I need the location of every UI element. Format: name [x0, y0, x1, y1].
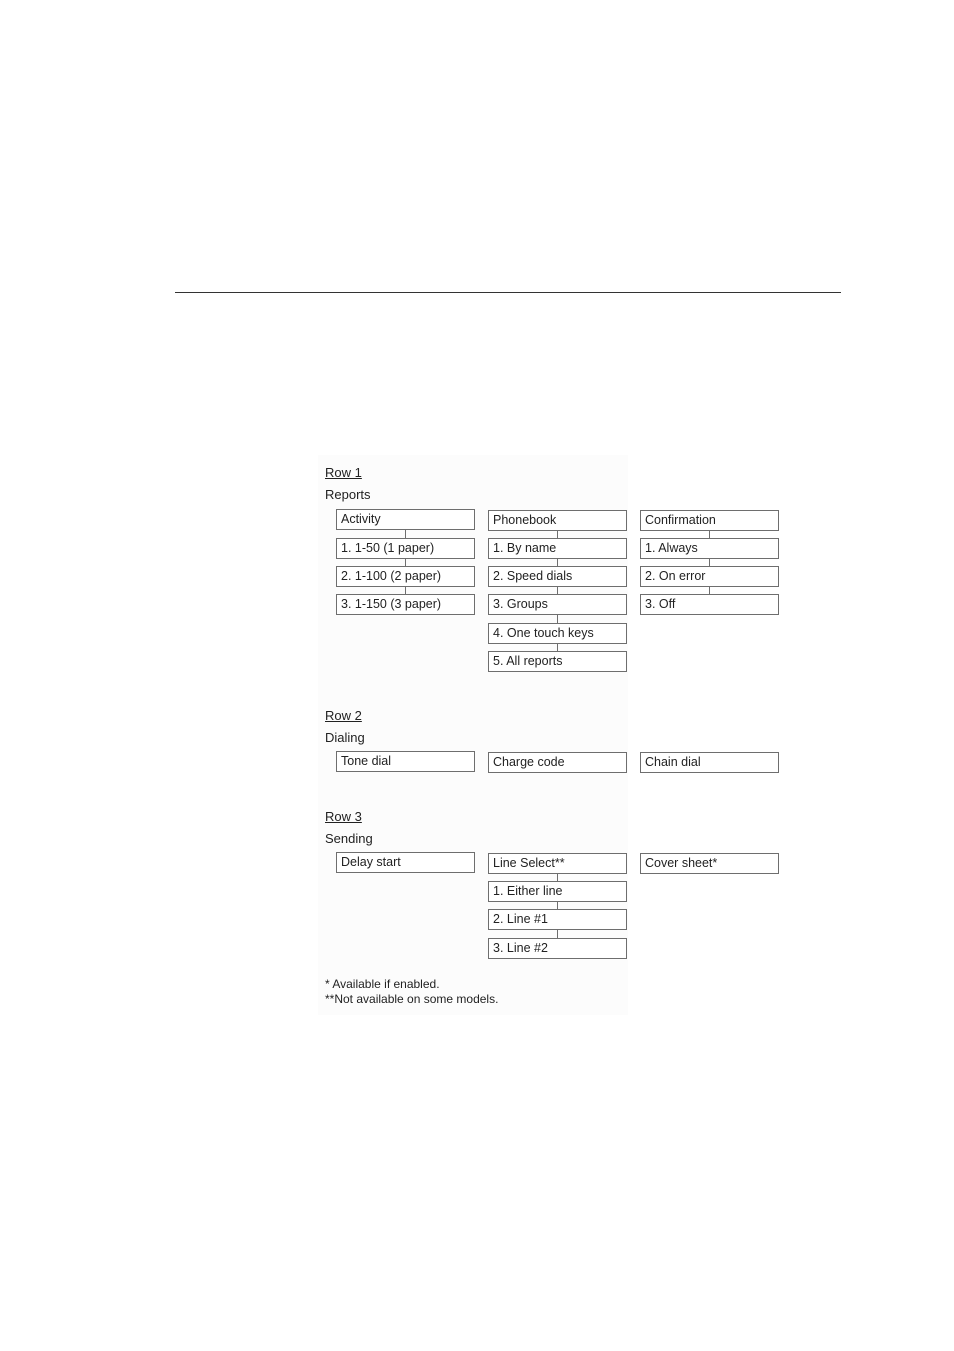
menu-item-phonebook-3: 3. Groups — [488, 594, 627, 615]
row-3-heading: Row 3 — [325, 809, 362, 824]
menu-item-line-select-1: 1. Either line — [488, 881, 627, 902]
menu-item-phonebook-1: 1. By name — [488, 538, 627, 559]
menu-item-activity-3: 3. 1-150 (3 paper) — [336, 594, 475, 615]
footnote-models: **Not available on some models. — [325, 992, 499, 1006]
menu-item-activity-2: 2. 1-100 (2 paper) — [336, 566, 475, 587]
menu-item-line-select: Line Select** — [488, 853, 627, 874]
menu-item-confirmation-2: 2. On error — [640, 566, 779, 587]
menu-item-delay-start: Delay start — [336, 852, 475, 873]
footnote-enabled: * Available if enabled. — [325, 977, 440, 991]
menu-item-tone-dial: Tone dial — [336, 751, 475, 772]
header-rule — [175, 292, 841, 293]
menu-item-confirmation-1: 1. Always — [640, 538, 779, 559]
menu-item-phonebook-4: 4. One touch keys — [488, 623, 627, 644]
menu-item-phonebook-2: 2. Speed dials — [488, 566, 627, 587]
menu-item-confirmation: Confirmation — [640, 510, 779, 531]
menu-item-phonebook: Phonebook — [488, 510, 627, 531]
row-3-category: Sending — [325, 831, 373, 846]
connector — [405, 530, 406, 538]
menu-item-activity-1: 1. 1-50 (1 paper) — [336, 538, 475, 559]
menu-item-activity: Activity — [336, 509, 475, 530]
menu-item-line-select-3: 3. Line #2 — [488, 938, 627, 959]
menu-item-line-select-2: 2. Line #1 — [488, 909, 627, 930]
menu-item-confirmation-3: 3. Off — [640, 594, 779, 615]
row-2-heading: Row 2 — [325, 708, 362, 723]
menu-item-charge-code: Charge code — [488, 752, 627, 773]
menu-item-phonebook-5: 5. All reports — [488, 651, 627, 672]
row-1-category: Reports — [325, 487, 371, 502]
connector — [557, 930, 558, 938]
menu-item-chain-dial: Chain dial — [640, 752, 779, 773]
row-2-category: Dialing — [325, 730, 365, 745]
connector — [557, 615, 558, 623]
row-1-heading: Row 1 — [325, 465, 362, 480]
menu-item-cover-sheet: Cover sheet* — [640, 853, 779, 874]
